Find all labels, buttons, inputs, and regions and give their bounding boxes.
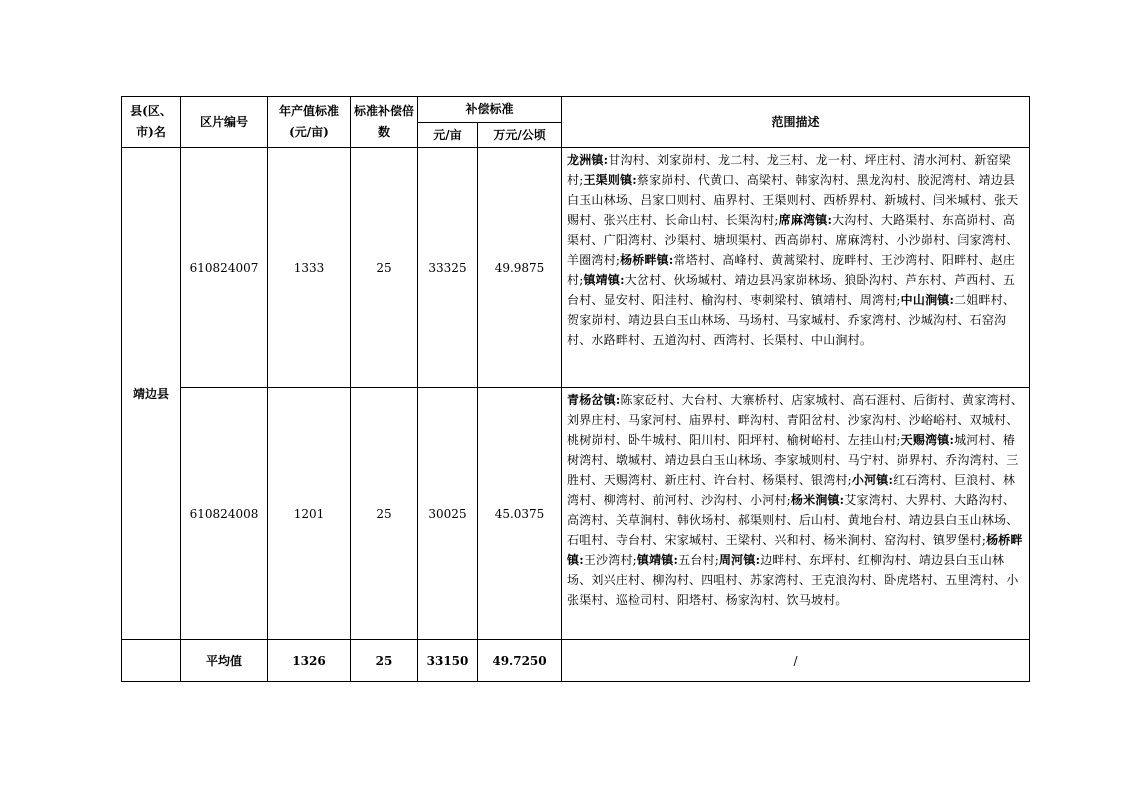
village-list: 大沟村、大路渠村、东高峁村、高渠村、广阳湾村、沙渠村、塘坝渠村、西高峁村、席麻湾村、小沙峁村、闫家湾村、羊圈湾村;: [567, 213, 1019, 267]
yuan-per-mu: 33325: [418, 148, 478, 388]
header-county: 县(区、市)名: [122, 97, 181, 148]
village-list: 红石湾村、巨浪村、林湾村、柳湾村、前河村、沙沟村、小河村;: [567, 473, 1016, 507]
average-yuan-per-mu: 33150: [418, 640, 478, 682]
village-list: 甘沟村、刘家峁村、龙二村、龙三村、龙一村、坪庄村、清水河村、新窑梁村;: [567, 153, 1011, 187]
header-range: 范围描述: [562, 97, 1030, 148]
town-name: 杨米涧镇:: [790, 493, 845, 507]
town-name: 小河镇:: [851, 473, 894, 487]
village-list: 陈家砭村、大台村、大寨桥村、店家城村、高石涯村、后街村、黄家湾村、刘界庄村、马家河村、庙界村、畔沟村、青阳岔村、沙家沟村、沙峪峪村、双城村、桃树峁村、卧牛城村、阳川村、阳坪村、榆树峪村、左挂山村;: [567, 393, 1024, 447]
town-name: 杨桥畔镇:: [620, 253, 674, 267]
compensation-table: [121, 96, 1030, 682]
empty-cell: [122, 640, 181, 682]
county-name: 靖边县: [122, 148, 181, 640]
average-label: 平均值: [181, 640, 268, 682]
annual-output: 1333: [268, 148, 351, 388]
town-name: 中山涧镇:: [900, 293, 955, 307]
village-list: 五台村;: [678, 553, 719, 567]
town-name: 镇靖镇:: [636, 553, 679, 567]
village-list: 常塔村、高峰村、黄蒿梁村、庞畔村、王沙湾村、阳畔村、赵庄村;: [567, 253, 1016, 287]
average-range: /: [562, 640, 1030, 682]
header-zone-code: 区片编号: [181, 97, 268, 148]
town-name: 镇靖镇:: [583, 273, 625, 287]
multiple: 25: [351, 148, 418, 388]
wan-per-ha: 49.9875: [478, 148, 562, 388]
village-list: 边畔村、东坪村、红柳沟村、靖边县白玉山林场、刘兴庄村、柳沟村、四咀村、苏家湾村、王克浪沟村、卧虎塔村、五里湾村、小张渠村、巡检司村、阳塔村、杨家沟村、饮马坡村。: [567, 553, 1019, 607]
village-list: 城河村、椿树湾村、墩堿村、靖边县白玉山林场、李家城则村、马宁村、峁界村、乔沟湾村、三胜村、天赐湾村、新庄村、许台村、杨渠村、银湾村;: [567, 433, 1019, 487]
multiple: 25: [351, 388, 418, 640]
table-row: [122, 148, 1030, 388]
header-yuan-per-mu: 元/亩: [418, 123, 478, 148]
header-multiple: 标准补偿倍数: [351, 97, 418, 148]
header-annual-output: 年产值标准(元/亩): [268, 97, 351, 148]
range-description: [562, 388, 1030, 640]
range-description: [562, 148, 1030, 388]
town-name: 王渠则镇:: [583, 173, 637, 187]
header-compensation: 补偿标准: [418, 97, 562, 123]
zone-code: 610824007: [181, 148, 268, 388]
town-name: 青杨岔镇:: [567, 393, 621, 407]
village-list: 艾家湾村、大界村、大路沟村、高湾村、关草涧村、韩伙场村、郝渠则村、后山村、黄地台村、靖边县白玉山林场、石咀村、寺台村、宋家堿村、王梁村、兴和村、杨米涧村、窑沟村、镇罗堡村;: [567, 493, 1019, 547]
town-name: 杨桥畔镇:: [567, 533, 1023, 567]
annual-output: 1201: [268, 388, 351, 640]
village-list: 二姐畔村、贺家峁村、靖边县白玉山林场、马场村、马家堿村、乔家湾村、沙堿沟村、石窑沟村、水路畔村、五道沟村、西湾村、长渠村、中山涧村。: [567, 293, 1016, 347]
town-name: 周河镇:: [718, 553, 761, 567]
town-name: 龙洲镇:: [567, 153, 609, 167]
average-wan-per-ha: 49.7250: [478, 640, 562, 682]
village-list: 王沙湾村;: [583, 553, 637, 567]
zone-code: 610824008: [181, 388, 268, 640]
header-wan-per-ha: 万元/公顷: [478, 123, 562, 148]
average-row: [122, 640, 1030, 682]
town-name: 天赐湾镇:: [900, 433, 955, 447]
wan-per-ha: 45.0375: [478, 388, 562, 640]
average-output: 1326: [268, 640, 351, 682]
average-multiple: 25: [351, 640, 418, 682]
village-list: 大岔村、伙场堿村、靖边县冯家峁林场、狼卧沟村、芦东村、芦西村、五台村、显安村、阳洼村、榆沟村、枣刺梁村、镇靖村、周湾村;: [567, 273, 1016, 307]
town-name: 席麻湾镇:: [778, 213, 833, 227]
village-list: 蔡家峁村、代黄口、高梁村、韩家沟村、黑龙沟村、胶泥湾村、靖边县白玉山林场、吕家口则村、庙界村、王渠则村、西桥界村、新城村、闫米堿村、张天赐村、张兴庄村、长命山村、长渠沟村;: [567, 173, 1019, 227]
yuan-per-mu: 30025: [418, 388, 478, 640]
table-row: [122, 388, 1030, 640]
